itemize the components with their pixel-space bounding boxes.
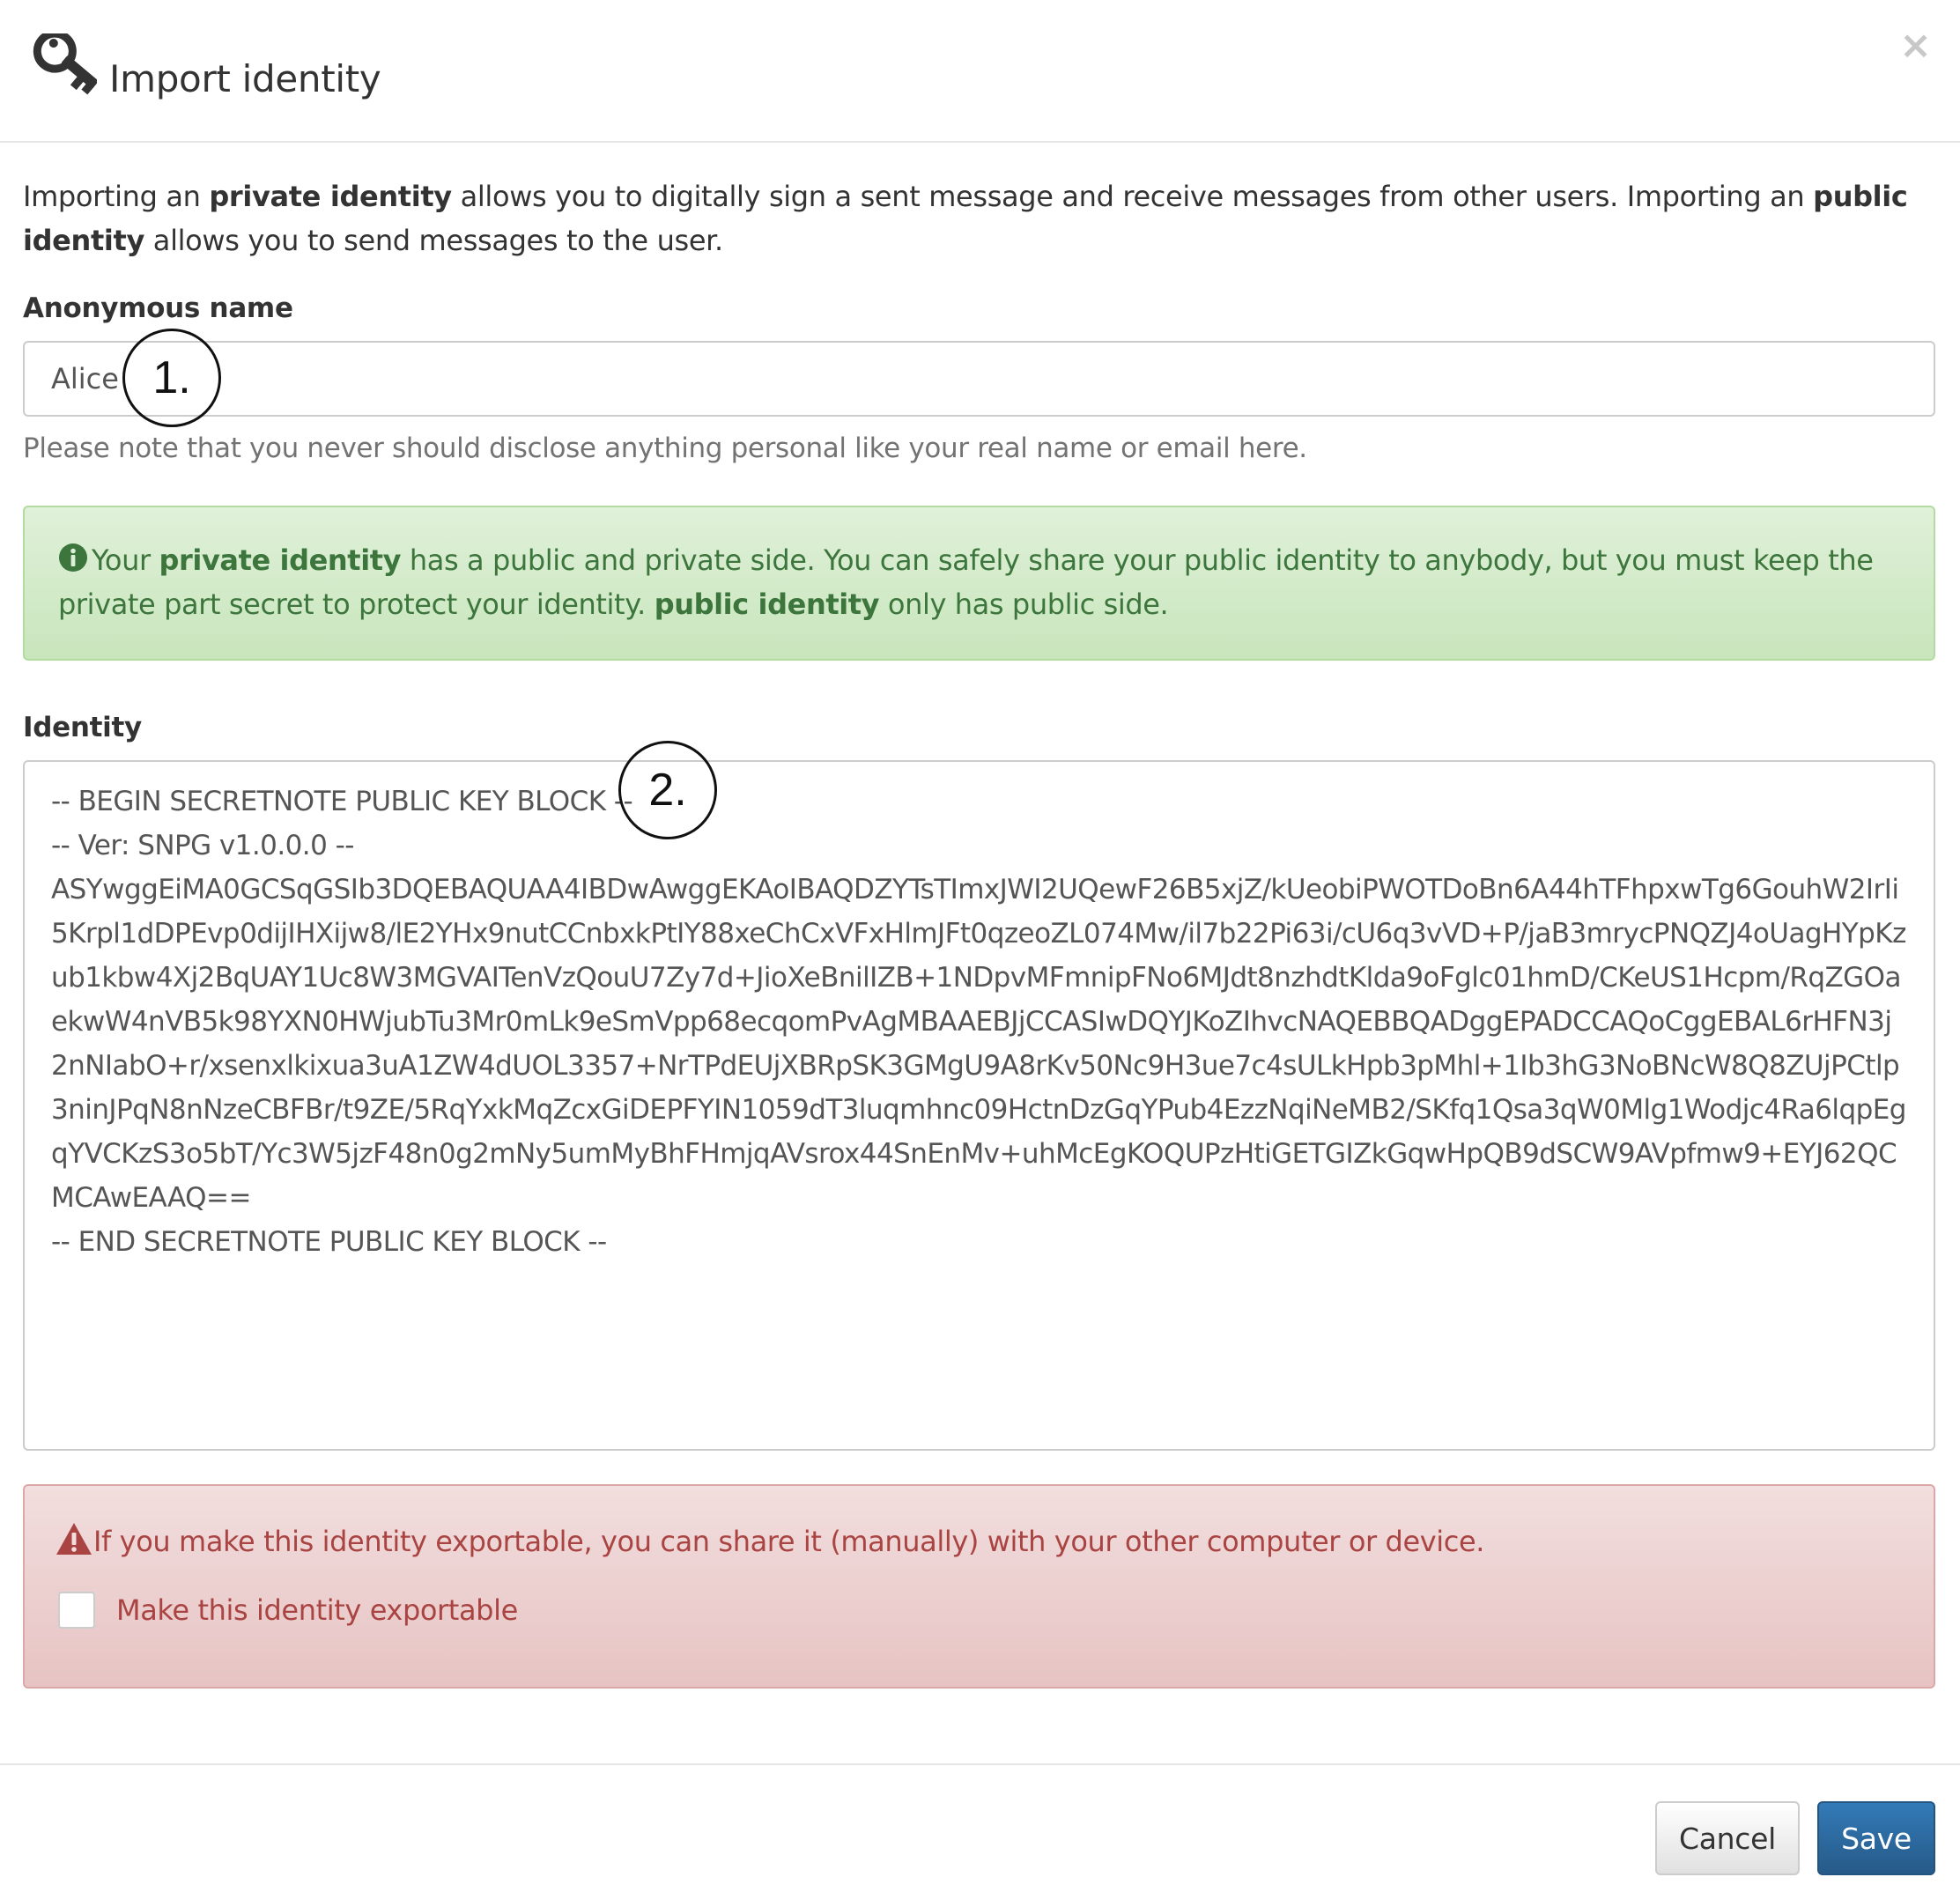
info-circle-icon [58, 543, 88, 573]
warning-text: If you make this identity exportable, you can share it (manually) with your other computer or device. [93, 1525, 1485, 1558]
exportable-checkbox-label[interactable]: Make this identity exportable [116, 1593, 518, 1627]
save-button[interactable]: Save [1817, 1801, 1935, 1875]
close-button[interactable]: × [1899, 23, 1932, 68]
exportable-checkbox-row[interactable] [58, 1588, 518, 1632]
intro-bold-public: public identity [23, 180, 1908, 257]
info-alert: Your private identity has a public and private side. You can safely share your public identity to anybody, but you must keep the private part secret to protect your identity. public identity only has public side. [23, 506, 1935, 661]
info-bold-private: private identity [159, 543, 402, 577]
modal-header [0, 0, 1960, 143]
warning-triangle-icon [55, 1521, 93, 1556]
exportable-warning-alert [23, 1484, 1935, 1689]
warning-row [55, 1519, 1484, 1563]
anonymous-name-label: Anonymous name [23, 292, 293, 324]
anonymous-name-input[interactable] [23, 341, 1935, 417]
info-bold-public: public identity [654, 588, 880, 621]
callout-marker-2: 2. [618, 741, 717, 839]
modal-title: Import identity [109, 57, 381, 100]
intro-text: Importing an private identity allows you to digitally sign a sent message and receive messages from other users. Importing an public identity allows you to send messages to the user. [23, 180, 1908, 257]
exportable-checkbox[interactable] [58, 1592, 95, 1629]
identity-textarea[interactable] [23, 760, 1935, 1451]
name-help-text: Please note that you never should disclose anything personal like your real name or email here. [23, 432, 1307, 464]
modal-footer [0, 1763, 1960, 1892]
identity-label: Identity [23, 712, 142, 743]
key-icon [21, 33, 97, 106]
intro-bold-private: private identity [209, 180, 452, 213]
cancel-button[interactable]: Cancel [1655, 1801, 1800, 1875]
callout-marker-1: 1. [122, 329, 221, 427]
